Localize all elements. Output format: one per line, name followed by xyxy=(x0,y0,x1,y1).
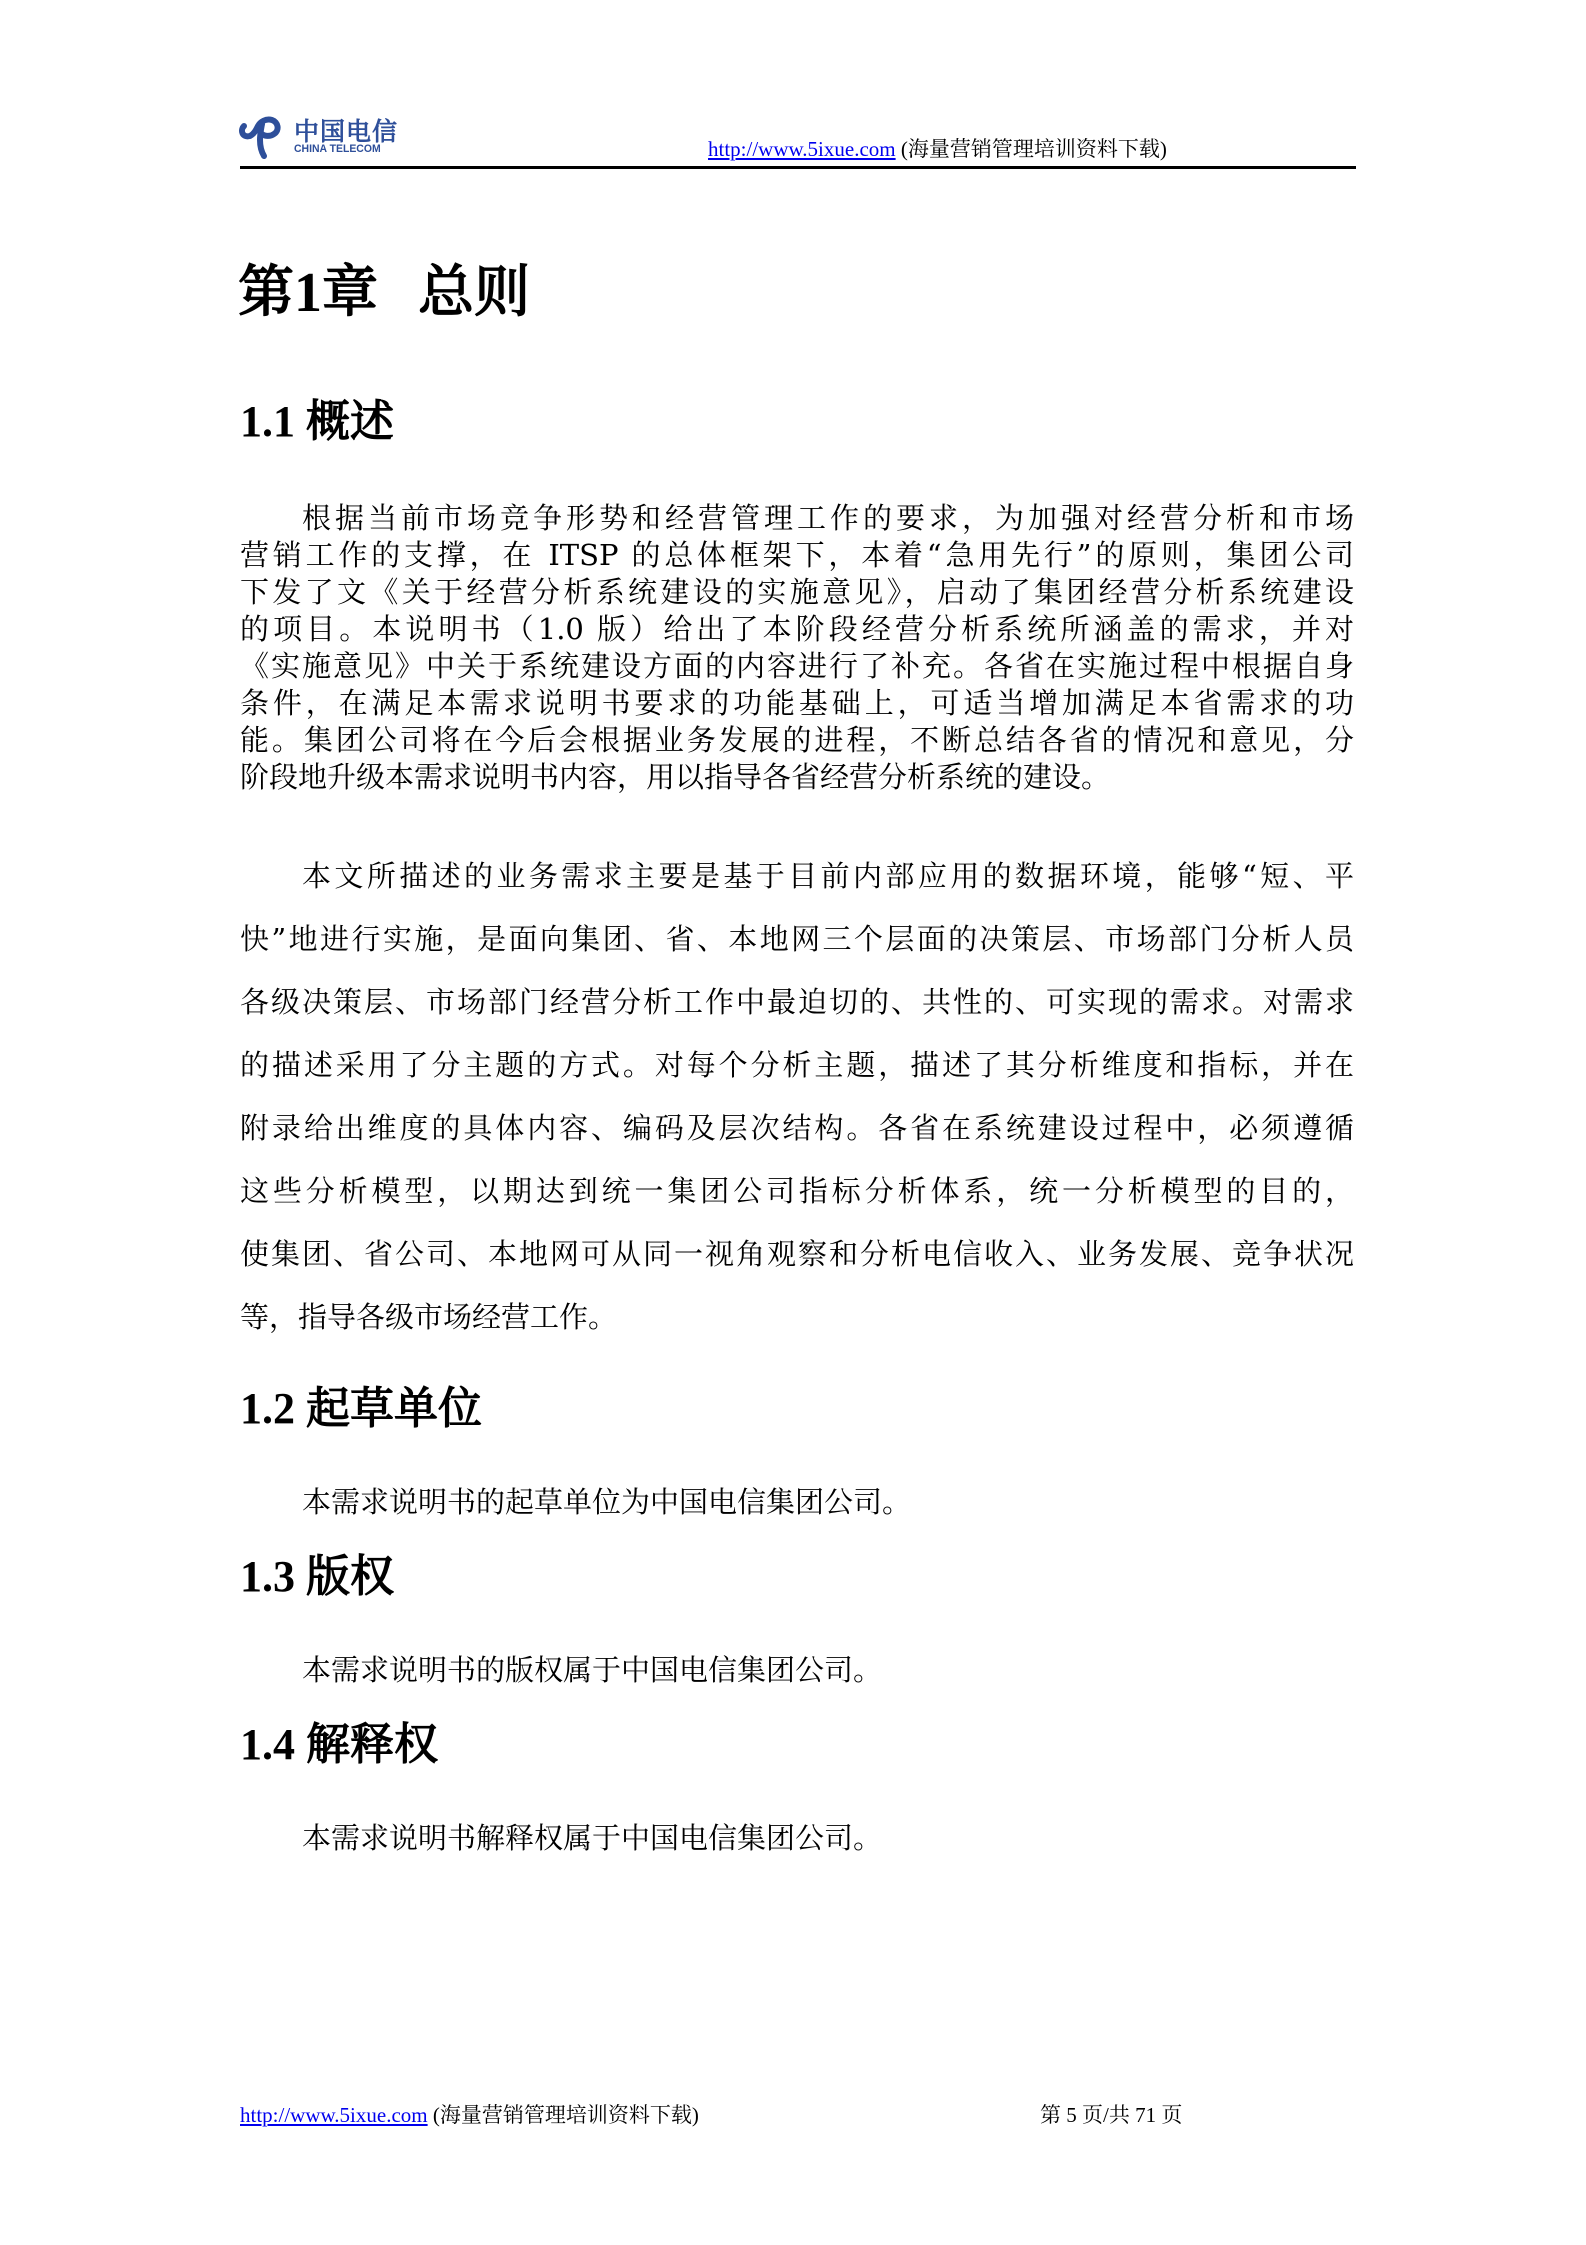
paragraph-line: 能。集团公司将在今后会根据业务发展的进程，不断总结各省的情况和意见，分 xyxy=(240,723,1354,757)
footer-tagline: (海量营销管理培训资料下载) xyxy=(432,2103,699,2127)
header-text xyxy=(708,133,1167,163)
paragraph-line: 快”地进行实施，是面向集团、省、本地网三个层面的决策层、市场部门分析人员 xyxy=(240,922,1354,956)
section-heading-overview: 1.1 概述 xyxy=(240,397,394,446)
paragraph-line: 各级决策层、市场部门经营分析工作中最迫切的、共性的、可实现的需求。对需求 xyxy=(240,985,1354,1019)
logo-english-text: CHINA TELECOM xyxy=(294,143,381,155)
drafter-text: 本需求说明书的起草单位为中国电信集团公司。 xyxy=(302,1485,912,1519)
chapter-title xyxy=(238,248,530,328)
paragraph-line: 本文所描述的业务需求主要是基于目前内部应用的数据环境，能够“短、平 xyxy=(302,859,1354,893)
china-telecom-logo-icon xyxy=(238,112,286,160)
paragraph-line: 条件，在满足本需求说明书要求的功能基础上，可适当增加满足本省需求的功 xyxy=(240,686,1354,720)
paragraph-line: 附录给出维度的具体内容、编码及层次结构。各省在系统建设过程中，必须遵循 xyxy=(240,1111,1354,1145)
paragraph-line: 的项目。本说明书（1.0 版）给出了本阶段经营分析系统所涵盖的需求，并对 xyxy=(240,612,1354,646)
chapter-name: 总则 xyxy=(418,262,530,324)
footer-link[interactable]: http://www.5ixue.com xyxy=(240,2103,428,2127)
header-link[interactable]: http://www.5ixue.com xyxy=(708,137,896,161)
paragraph-line: 等，指导各级市场经营工作。 xyxy=(240,1300,618,1334)
chapter-number: 第1章 xyxy=(238,262,378,324)
page-number: 第 5 页/共 71 页 xyxy=(1040,2103,1183,2127)
logo-chinese-text: 中国电信 xyxy=(294,117,399,146)
header-tagline: (海量营销管理培训资料下载) xyxy=(900,137,1167,161)
overview-paragraph-2 xyxy=(240,845,1354,1349)
interpretation-text: 本需求说明书解释权属于中国电信集团公司。 xyxy=(302,1821,883,1855)
paragraph-line: 《实施意见》中关于系统建设方面的内容进行了补充。各省在实施过程中根据自身 xyxy=(240,649,1354,683)
paragraph-line: 根据当前市场竞争形势和经营管理工作的要求，为加强对经营分析和市场 xyxy=(302,501,1354,535)
section-heading-copyright: 1.3 版权 xyxy=(240,1552,394,1601)
section-heading-interpretation: 1.4 解释权 xyxy=(240,1720,438,1769)
china-telecom-logo xyxy=(238,112,408,162)
section-heading-drafter: 1.2 起草单位 xyxy=(240,1384,482,1433)
header-divider xyxy=(240,166,1356,169)
footer-text xyxy=(240,2099,699,2129)
paragraph-line: 使集团、省公司、本地网可从同一视角观察和分析电信收入、业务发展、竞争状况 xyxy=(240,1237,1354,1271)
paragraph-line: 下发了文《关于经营分析系统建设的实施意见》，启动了集团经营分析系统建设 xyxy=(240,575,1354,609)
overview-paragraph-1 xyxy=(240,500,1354,796)
paragraph-line: 的描述采用了分主题的方式。对每个分析主题，描述了其分析维度和指标，并在 xyxy=(240,1048,1354,1082)
paragraph-line: 这些分析模型，以期达到统一集团公司指标分析体系，统一分析模型的目的， xyxy=(240,1174,1354,1208)
copyright-text: 本需求说明书的版权属于中国电信集团公司。 xyxy=(302,1653,883,1687)
paragraph-line: 阶段地升级本需求说明书内容，用以指导各省经营分析系统的建设。 xyxy=(240,760,1111,794)
paragraph-line: 营销工作的支撑，在 ITSP 的总体框架下，本着“急用先行”的原则，集团公司 xyxy=(240,538,1354,572)
